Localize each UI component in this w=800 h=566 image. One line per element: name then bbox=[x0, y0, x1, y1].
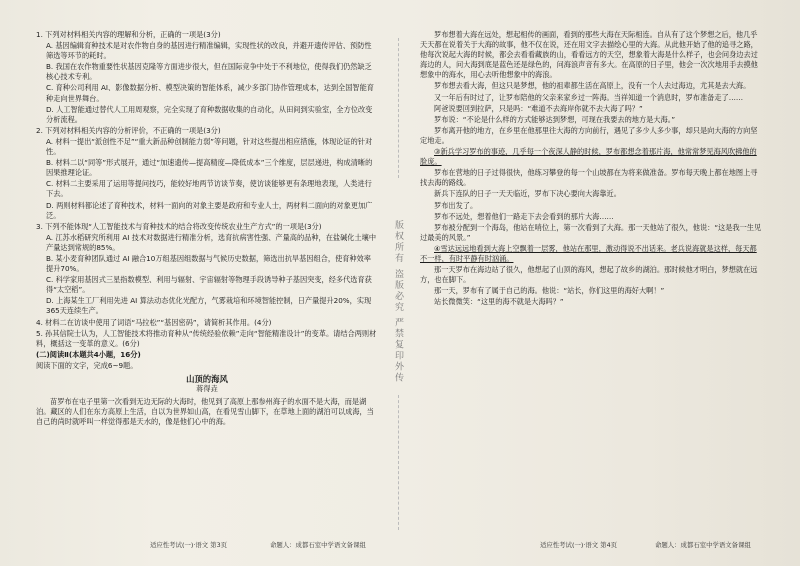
cut-line-bottom bbox=[398, 395, 400, 530]
right-footer-author: 命题人：成都石室中学语文备课组 bbox=[655, 541, 751, 549]
q1-option-b: B. 我国在农作物重要性状基因克隆等方面进步很大，但在国际竞争中处于不利地位，使得我们仍然缺乏核心技术专利。 bbox=[46, 62, 372, 82]
q3-option-a: A. 江苏水稻研究所利用 AI 技术对数据进行精准分析，选育抗病害性强、产量高的品种，在盐碱化土壤中产量达到常规的85%。 bbox=[46, 232, 377, 252]
left-footer: 适应性考试(一)·语文 第3页 bbox=[150, 541, 228, 549]
story-author: 蒋得垚 bbox=[196, 384, 218, 394]
right-column bbox=[420, 30, 762, 308]
question-3: 3. 下列不能体现“人工智能技术与育种技术的结合将改变传统农业生产方式”的一项是(3分) bbox=[36, 221, 322, 231]
right-footer: 适应性考试(一)·语文 第4页 bbox=[540, 541, 618, 549]
story-paragraph-r7: ③新兵学习罗布的事迹，几乎每一个夜深人静的时候，罗布都想念着那片海，他常常梦见海风吹拂他的脸庞。 bbox=[420, 147, 757, 167]
story-paragraph-r15: 那一天，罗布有了属于自己的海。他说：“站长，你们这里的海好大啊！” bbox=[434, 286, 665, 296]
q1-option-a: A. 基因编辑育种技术是对农作物自身的基因进行精准编辑，实现性状的改良，并避开遗传评估、预防性筛选等环节的耗时。 bbox=[46, 41, 372, 61]
story-paragraph-r10: 罗布出发了。 bbox=[434, 200, 478, 210]
section-heading: (二)阅读Ⅱ(本题共4小题，16分) bbox=[36, 349, 141, 359]
story-paragraph-r12: 罗布被分配到一个海岛，他站在哨位上，第一次看到了大海。那一天他站了很久，他说：“这是我一生见过最美的风景。” bbox=[420, 222, 762, 242]
story-paragraph-r9: 新兵下连队的日子一天天临近，罗布下决心要向大海靠近。 bbox=[434, 189, 621, 199]
cut-line-top bbox=[398, 38, 400, 178]
q2-option-c: C. 材料二主要采用了运用等提问技巧，能较好地两节访谈节奏，使访谈能够更有条理地表现，人类进行下去。 bbox=[46, 179, 372, 199]
story-paragraph-r5: 罗布说：“不论是什么样的方式能够达到梦想，可现在我要去的地方是大海。” bbox=[434, 114, 676, 124]
question-1: 1. 下列对材料相关内容的理解和分析，正确的一项是(3分) bbox=[36, 30, 221, 39]
q1-option-d: D. 人工智能通过替代人工用周观察，完全实现了育种数据收集的自动化，从田间到实验室，全方位改变分析流程。 bbox=[46, 104, 373, 124]
question-4: 4. 材料二在访谈中使用了词语“马拉松”“基因密码”，请简析其作用。(4分) bbox=[36, 317, 272, 327]
section-instruction: 阅读下面的文字，完成6~9题。 bbox=[36, 360, 138, 370]
q3-option-b: B. 某小麦育种团队通过 AI 融合10万组基因组数据与气候历史数据，筛选出抗旱基因组合，使育种效率提升70%。 bbox=[46, 253, 371, 274]
left-footer-author: 命题人：成都石室中学语文备课组 bbox=[270, 541, 366, 549]
story-paragraph-r16: 站长微微笑：“这里的海不就是大海吗？” bbox=[434, 297, 564, 307]
story-paragraph-r14: 那一天罗布在海边站了很久，他想起了山顶的海风，想起了故乡的湖泊。那时候他才明白，梦想就在远方，也在脚下。 bbox=[420, 265, 758, 285]
q3-option-c: C. 科学家用基因式三星指数模型、利用与辐射、宇宙辐射等物理手段诱导种子基因突变，经多代选育获得“太空稻”。 bbox=[46, 275, 372, 295]
copyright-vertical-text: 版权所有 盗版必究 严禁复印外传 bbox=[393, 220, 403, 384]
q2-option-b: B. 材料二以“同等”形式展开，通过“加速遗传—提高精度—降低成本”三个维度，层层递进，构成清晰的因果推理论证。 bbox=[46, 158, 373, 178]
q2-option-d: D. 两则材料都论述了育种技术，材料一面向的对象主要是政府和专业人士，两材料二面向的对象更加广泛。 bbox=[46, 200, 373, 220]
story-paragraph-r3: 又一年后有时过了，让罗布陪他的父亲来家乡过一阵海。当祥知道一个消息时，罗布准备走了…… bbox=[434, 92, 744, 102]
story-paragraph-1: 苗罗布在屯子里第一次看到无边无际的大海时，他见到了高原上那参州海子的水面不是大海，而是湖泊。藏区的人们在东方高原上生活，自以为世界如山高，在看见雪山脚下，在草地上面的湖泊可以成海，当自己的尚时就呼叫一样觉得那是天水的，像是他们心中的海。 bbox=[36, 397, 374, 427]
story-paragraph-r4: 阿爸说要回到拉萨，只是吗：“难道不去海岸你就不去大海了吗？” bbox=[434, 103, 643, 113]
question-5: 5. 孙其信院士认为，人工智能技术将推动育种从“传统经验依赖”走向“智能精准设计”的变革。请结合两则材料，概括这一变革的意义。(6分) bbox=[36, 328, 377, 348]
story-paragraph-r13: ④雪达远远地看到大海上空飘着一层雾，他站在那里，激动得说不出话来。老兵说海就是这样，每天都不一样，有时平静有时汹涌。 bbox=[420, 243, 757, 263]
left-column bbox=[36, 30, 378, 428]
q1-option-c: C. 育种公司利用 AI、影像数据分析、模型决策的智能体系，减少多部门协作管理成本，达到全国智能育种走向世界舞台。 bbox=[46, 83, 374, 103]
story-title: 山顶的海风 bbox=[186, 374, 228, 384]
question-2: 2. 下列对材料相关内容的分析评价，不正确的一项是(3分) bbox=[36, 125, 221, 135]
q2-option-a: A. 材料一提出“派创性不足”“重大新品种创制能力弱”等问题，针对这些提出相应措施，体现论证的针对性。 bbox=[46, 136, 373, 157]
story-paragraph-r1: 罗布想着大海在远处，想起相传的画面，看到的那些大海在天际相连。自从有了这个梦想之后，他几乎天天都在说着关于大海的故事，他不仅在说，还在用文字去描绘心里的大海。从此他开始了他的追寻之路，他每次说起大海的时候，都会去看看藏族的山，看看远方的天空，想象着大海是什么样子，也会问身边去过海边的人，问大海到底是蓝色还是绿色的，问海浪声音有多大。在高原的日子里，他会一次次地用手去摸他想象中的海水，用心去听他想象中的海浪。 bbox=[420, 30, 758, 80]
story-paragraph-r2: 罗布想去看大海，但这只是梦想，他的祖辈都生活在高原上，没有一个人去过海边，尤其是去大海。 bbox=[434, 81, 751, 91]
q3-option-d: D. 上海某生工厂利用先进 AI 算法动态优化光配方，气雾栽培和环境智能控制，日产量提升20%，实现365天连续生产。 bbox=[46, 296, 372, 316]
story-paragraph-r8: 罗布在营地的日子过得很快，他练习攀登的每一个山坡都在为将来做准备。罗布每天晚上都在地图上寻找去海的路线。 bbox=[420, 168, 758, 188]
story-paragraph-r11: 罗布不远处，想着他们一路走下去会看到的那片大海…… bbox=[434, 211, 614, 221]
story-paragraph-r6: 罗布离开他的地方，在乡里在他那里往大海的方向前行，遇见了多少人多少事，却只是向大海的方向坚定地走。 bbox=[420, 125, 758, 145]
